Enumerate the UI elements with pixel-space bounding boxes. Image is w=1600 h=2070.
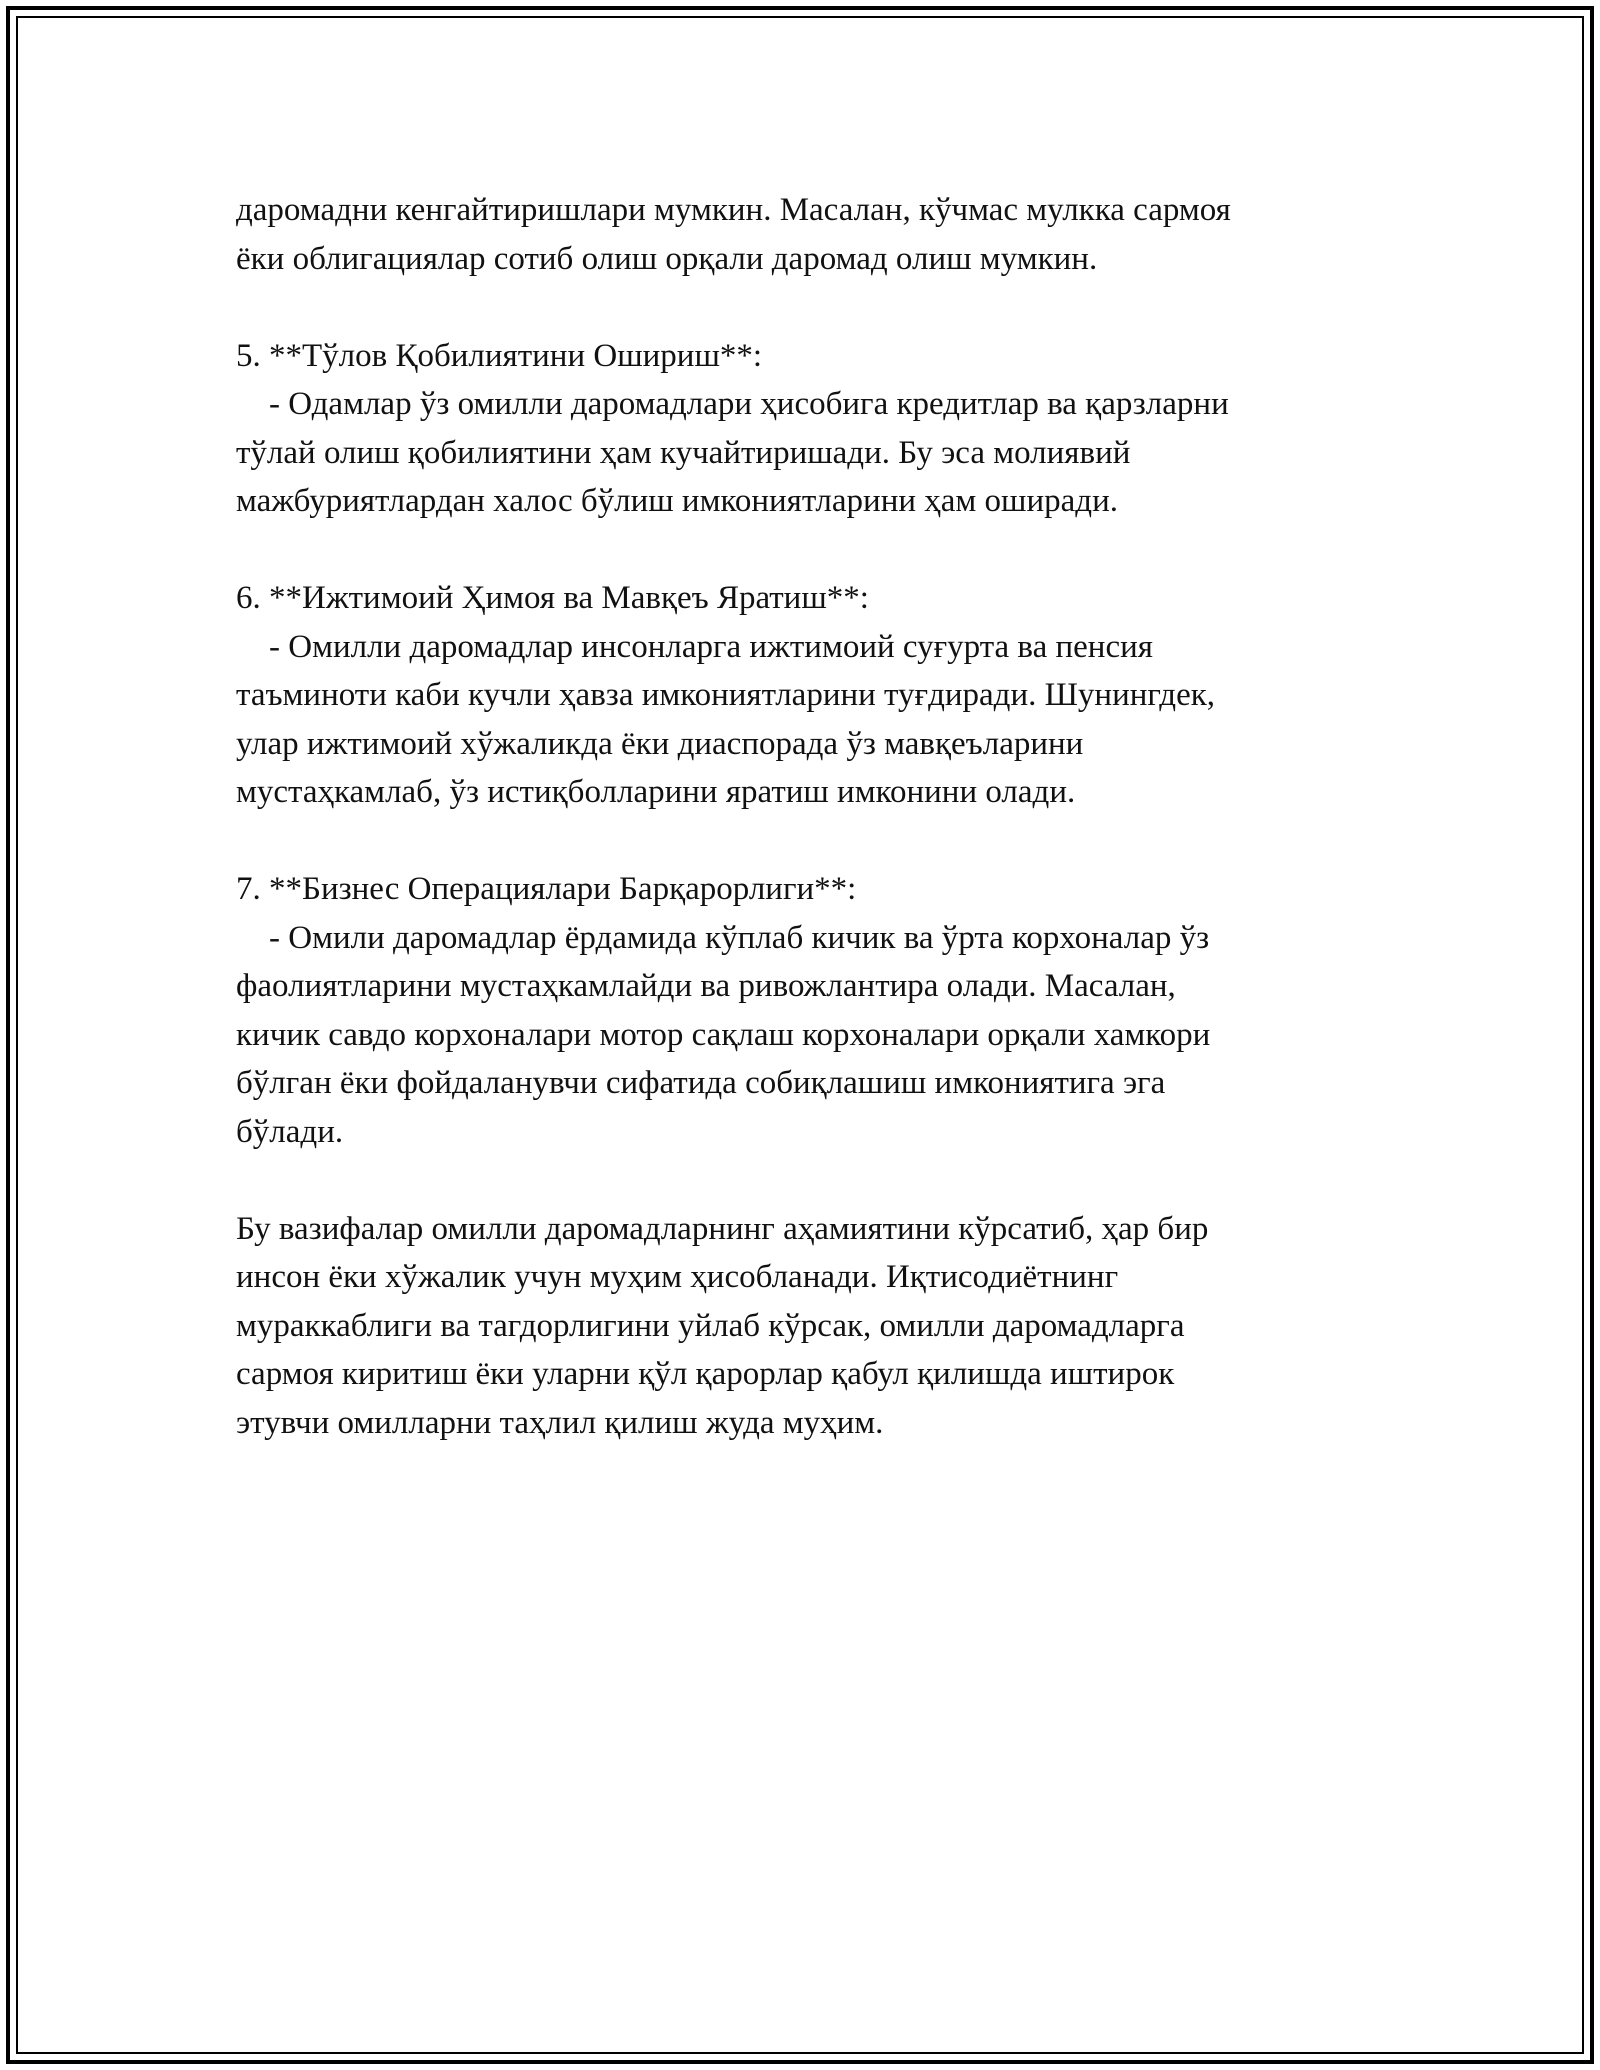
paragraph-gap (236, 1156, 1396, 1205)
text-line: - Омилли даромадлар инсонларга ижтимоий суғурта ва пенсия (236, 628, 1153, 665)
text-line: мажбуриятлардан халос бўлиш имкониятларини ҳам оширади. (236, 483, 1118, 519)
section-heading: 7. **Бизнес Операциялари Барқарорлиги**: (236, 871, 857, 907)
text-line: даромадни кенгайтиришлари мумкин. Масалан, кўчмас мулкка сармоя (236, 192, 1231, 228)
text-line: Бу вазифалар омилли даромадларнинг аҳамиятини кўрсатиб, ҳар бир (236, 1210, 1209, 1247)
text-line: - Омили даромадлар ёрдамида кўплаб кичик ва ўрта корхоналар ўз (236, 919, 1210, 956)
text-line: бўлган ёки фойдаланувчи сифатида собиқлашиш имкониятига эга (236, 1065, 1166, 1101)
paragraph-gap (236, 526, 1396, 575)
text-line: улар ижтимоий хўжаликда ёки диаспорада ўз мавқеъларини (236, 725, 1084, 762)
text-line: кичик савдо корхоналари мотор сақлаш корхоналари орқали хамкори (236, 1016, 1211, 1053)
intro-paragraph (236, 186, 1396, 283)
section-7 (236, 865, 1396, 1156)
text-line: мустаҳкамлаб, ўз истиқболларини яратиш имконини олади. (236, 774, 1076, 810)
section-6 (236, 574, 1396, 817)
section-5 (236, 332, 1396, 526)
text-line: таъминоти каби кучли ҳавза имкониятларини туғдиради. Шунингдек, (236, 677, 1216, 713)
text-line: мураккаблиги ва тагдорлигини уйлаб кўрсак, омилли даромадларга (236, 1307, 1185, 1344)
paragraph-gap (236, 283, 1396, 332)
section-heading: 5. **Тўлов Қобилиятини Ошириш**: (236, 337, 763, 374)
text-line: фаолиятларини мустаҳкамлайди ва ривожлантира олади. Масалан, (236, 968, 1176, 1004)
text-line: этувчи омилларни таҳлил қилиш жуда муҳим. (236, 1404, 884, 1441)
text-line: - Одамлар ўз омилли даромадлари ҳисобига кредитлар ва қарзларни (236, 386, 1229, 422)
text-line: инсон ёки хўжалик учун муҳим ҳисобланади. Иқтисодиётнинг (236, 1259, 1119, 1295)
section-heading: 6. **Ижтимоий Ҳимоя ва Мавқеъ Яратиш**: (236, 580, 869, 616)
paragraph-gap (236, 817, 1396, 866)
text-line: ёки облигациялар сотиб олиш орқали даромад олиш мумкин. (236, 240, 1098, 277)
document-body (236, 186, 1396, 1447)
text-line: тўлай олиш қобилиятини ҳам кучайтиришади. Бу эса молиявий (236, 434, 1131, 471)
conclusion-paragraph (236, 1205, 1396, 1448)
text-line: сармоя киритиш ёки уларни қўл қарорлар қабул қилишда иштирок (236, 1356, 1175, 1392)
text-line: бўлади. (236, 1113, 344, 1150)
